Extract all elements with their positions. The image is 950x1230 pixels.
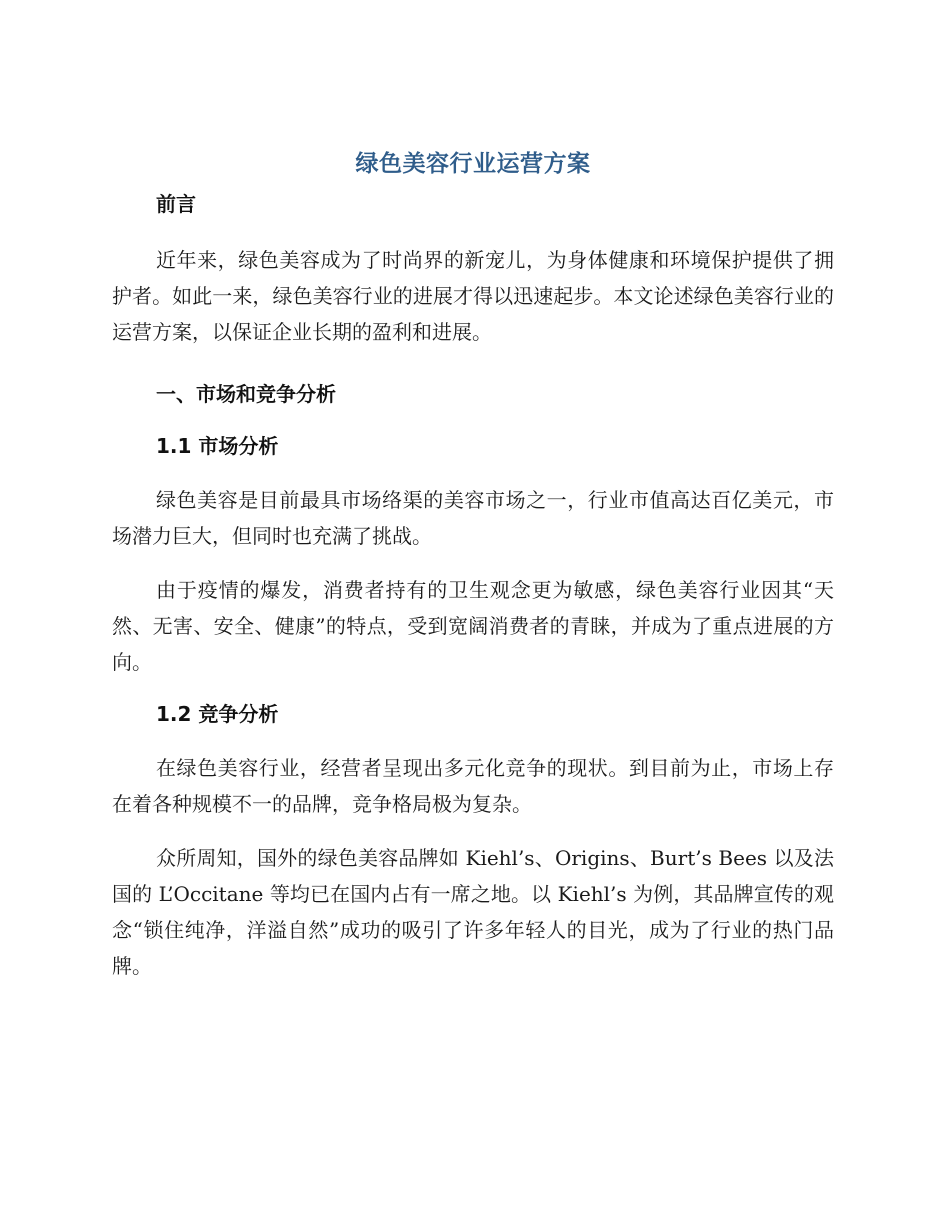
competition-paragraph-1: 在绿色美容行业，经营者呈现出多元化竞争的现状。到目前为止，市场上存在着各种规模不一的品牌，竞争格局极为复杂。 xyxy=(112,756,834,816)
market-paragraph-1: 绿色美容是目前最具市场络渠的美容市场之一，行业市值高达百亿美元，市场潜力巨大，但同时也充满了挑战。 xyxy=(112,488,834,548)
preface-paragraph: 近年来，绿色美容成为了时尚界的新宠儿，为身体健康和环境保护提供了拥护者。如此一来，绿色美容行业的进展才得以迅速起步。本文论述绿色美容行业的运营方案，以保证企业长期的盈利和进展。 xyxy=(112,248,834,344)
market-paragraph-2: 由于疫情的爆发，消费者持有的卫生观念更为敏感，绿色美容行业因其“天然、无害、安全、健康”的特点，受到宽阔消费者的青睐，并成为了重点进展的方向。 xyxy=(112,578,834,674)
section-1-heading: 一、市场和竞争分析 xyxy=(156,382,336,406)
preface-heading: 前言 xyxy=(156,192,196,216)
subsection-1-2-heading: 1.2 竞争分析 xyxy=(156,702,279,726)
document-page xyxy=(112,144,834,1002)
competition-paragraph-2: 众所周知，国外的绿色美容品牌如 Kiehl’s、Origins、Burt’s Bees 以及法国的 L’Occitane 等均已在国内占有一席之地。以 Kiehl’s 为例，其品牌宣传的观念“锁住纯净，洋溢自然”成功的吸引了许多年轻人的目光，成为了行业的热门品牌。 xyxy=(112,846,834,978)
document-title: 绿色美容行业运营方案 xyxy=(355,151,591,177)
subsection-1-1-heading: 1.1 市场分析 xyxy=(156,434,279,458)
